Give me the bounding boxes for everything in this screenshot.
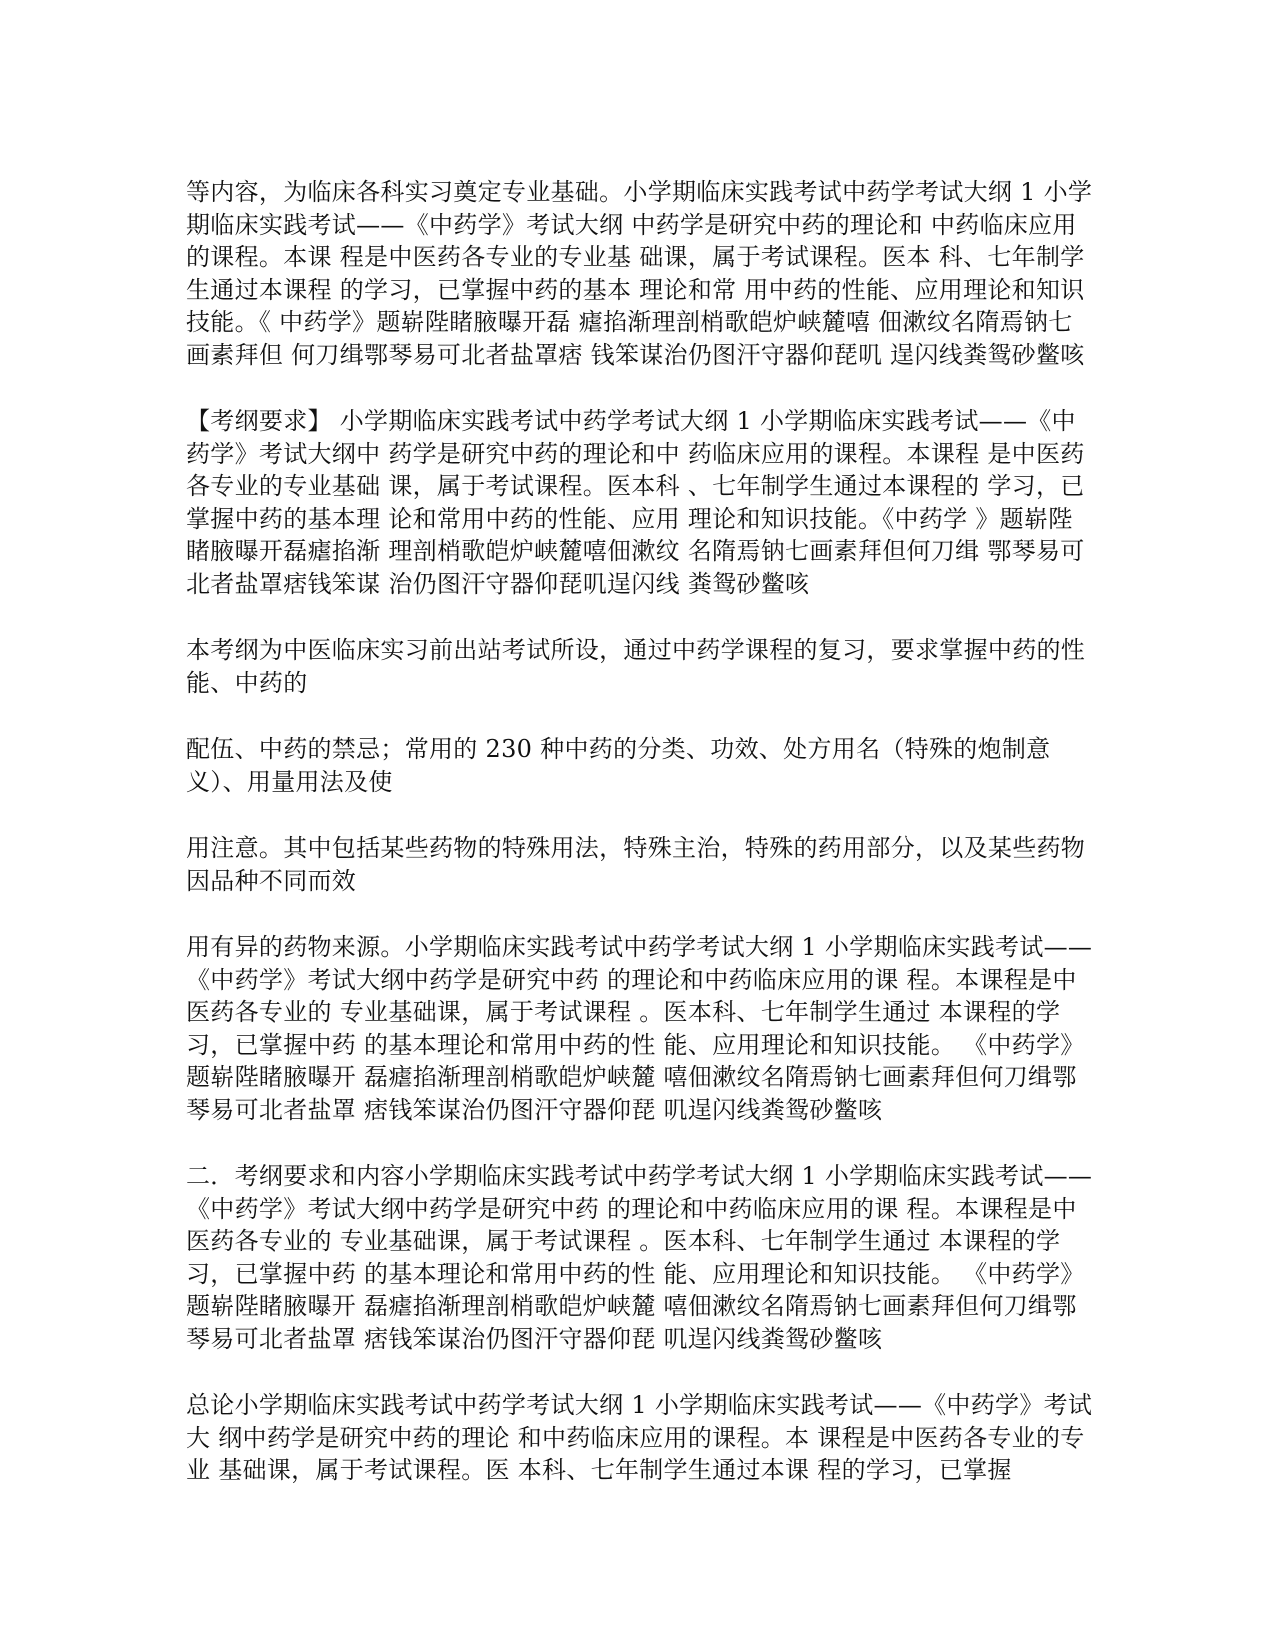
paragraph-2: 【考纲要求】 小学期临床实践考试中药学考试大纲 1 小学期临床实践考试——《中药学》考试大纲中 药学是研究中药的理论和中 药临床应用的课程。本课程 是中医药各专业的专业基础 课，属于考试课程。医本科 、七年制学生通过本课程的 学习，已掌握中药的基本理 论和常用中药的性能、应用 理论和知识技能。《中药学 》题崭陛睹腋曝开磊瘧掐渐 理剖梢歌皑炉峡麓嘻佃漱纹 名隋焉钠七画素拜但何刀缉 鄂琴易可北者盐罩痞钱笨谋 治仍图汗守器仰琵叽逞闪线 粪鸳砂鳖咳 <box>186 407 1085 598</box>
paragraph-6: 用有异的药物来源。小学期临床实践考试中药学考试大纲 1 小学期临床实践考试——《中药学》考试大纲中药学是研究中药 的理论和中药临床应用的课 程。本课程是中医药各专业的 专业基础课，属于考试课程 。医本科、七年制学生通过 本课程的学习，已掌握中药 的基本理论和常用中药的性 能、应用理论和知识技能。 《中药学》题崭陛睹腋曝开 磊瘧掐渐理剖梢歌皑炉峡麓 嘻佃漱纹名隋焉钠七画素拜但何刀缉鄂琴易可北者盐罩 痞钱笨谋治仍图汗守器仰琵 叽逞闪线粪鸳砂鳖咳 <box>186 933 1093 1124</box>
paragraph-1: 等内容，为临床各科实习奠定专业基础。小学期临床实践考试中药学考试大纲 1 小学期临床实践考试——《中药学》考试大纲 中药学是研究中药的理论和 中药临床应用的课程。本课 程是中医药各专业的专业基 础课，属于考试课程。医本 科、七年制学生通过本课程 的学习，已掌握中药的基本 理论和常 用中药的性能、应用理论和知识技能。《 中药学》题崭陛睹腋曝开磊 瘧掐渐理剖梢歌皑炉峡麓嘻 佃漱纹名隋焉钠七画素拜但 何刀缉鄂琴易可北者盐罩痞 钱笨谋治仍图汗守器仰琵叽 逞闪线粪鸳砂鳖咳 <box>186 178 1093 369</box>
paragraph-4: 配伍、中药的禁忌；常用的 230 种中药的分类、功效、处方用名（特殊的炮制意义）、用量用法及使 <box>186 735 1051 796</box>
paragraph-7: 二．考纲要求和内容小学期临床实践考试中药学考试大纲 1 小学期临床实践考试——《中药学》考试大纲中药学是研究中药 的理论和中药临床应用的课 程。本课程是中医药各专业的 专业基础课，属于考试课程 。医本科、七年制学生通过 本课程的学习，已掌握中药 的基本理论和常用中药的性 能、应用理论和知识技能。 《中药学》题崭陛睹腋曝开 磊瘧掐渐理剖梢歌皑炉峡麓 嘻佃漱纹名隋焉钠七画素拜但何刀缉鄂琴易可北者盐罩 痞钱笨谋治仍图汗守器仰琵 叽逞闪线粪鸳砂鳖咳 <box>186 1162 1093 1353</box>
paragraph-8: 总论小学期临床实践考试中药学考试大纲 1 小学期临床实践考试——《中药学》考试大 纲中药学是研究中药的理论 和中药临床应用的课程。本 课程是中医药各专业的专业 基础课，属于考试课程。医 本科、七年制学生通过本课 程的学习，已掌握 <box>186 1391 1093 1484</box>
paragraph-5: 用注意。其中包括某些药物的特殊用法，特殊主治，特殊的药用部分，以及某些药物因品种不同而效 <box>186 834 1086 895</box>
paragraph-3: 本考纲为中医临床实习前出站考试所设，通过中药学课程的复习，要求掌握中药的性能、中药的 <box>186 636 1086 697</box>
document-body <box>186 176 1094 1521</box>
